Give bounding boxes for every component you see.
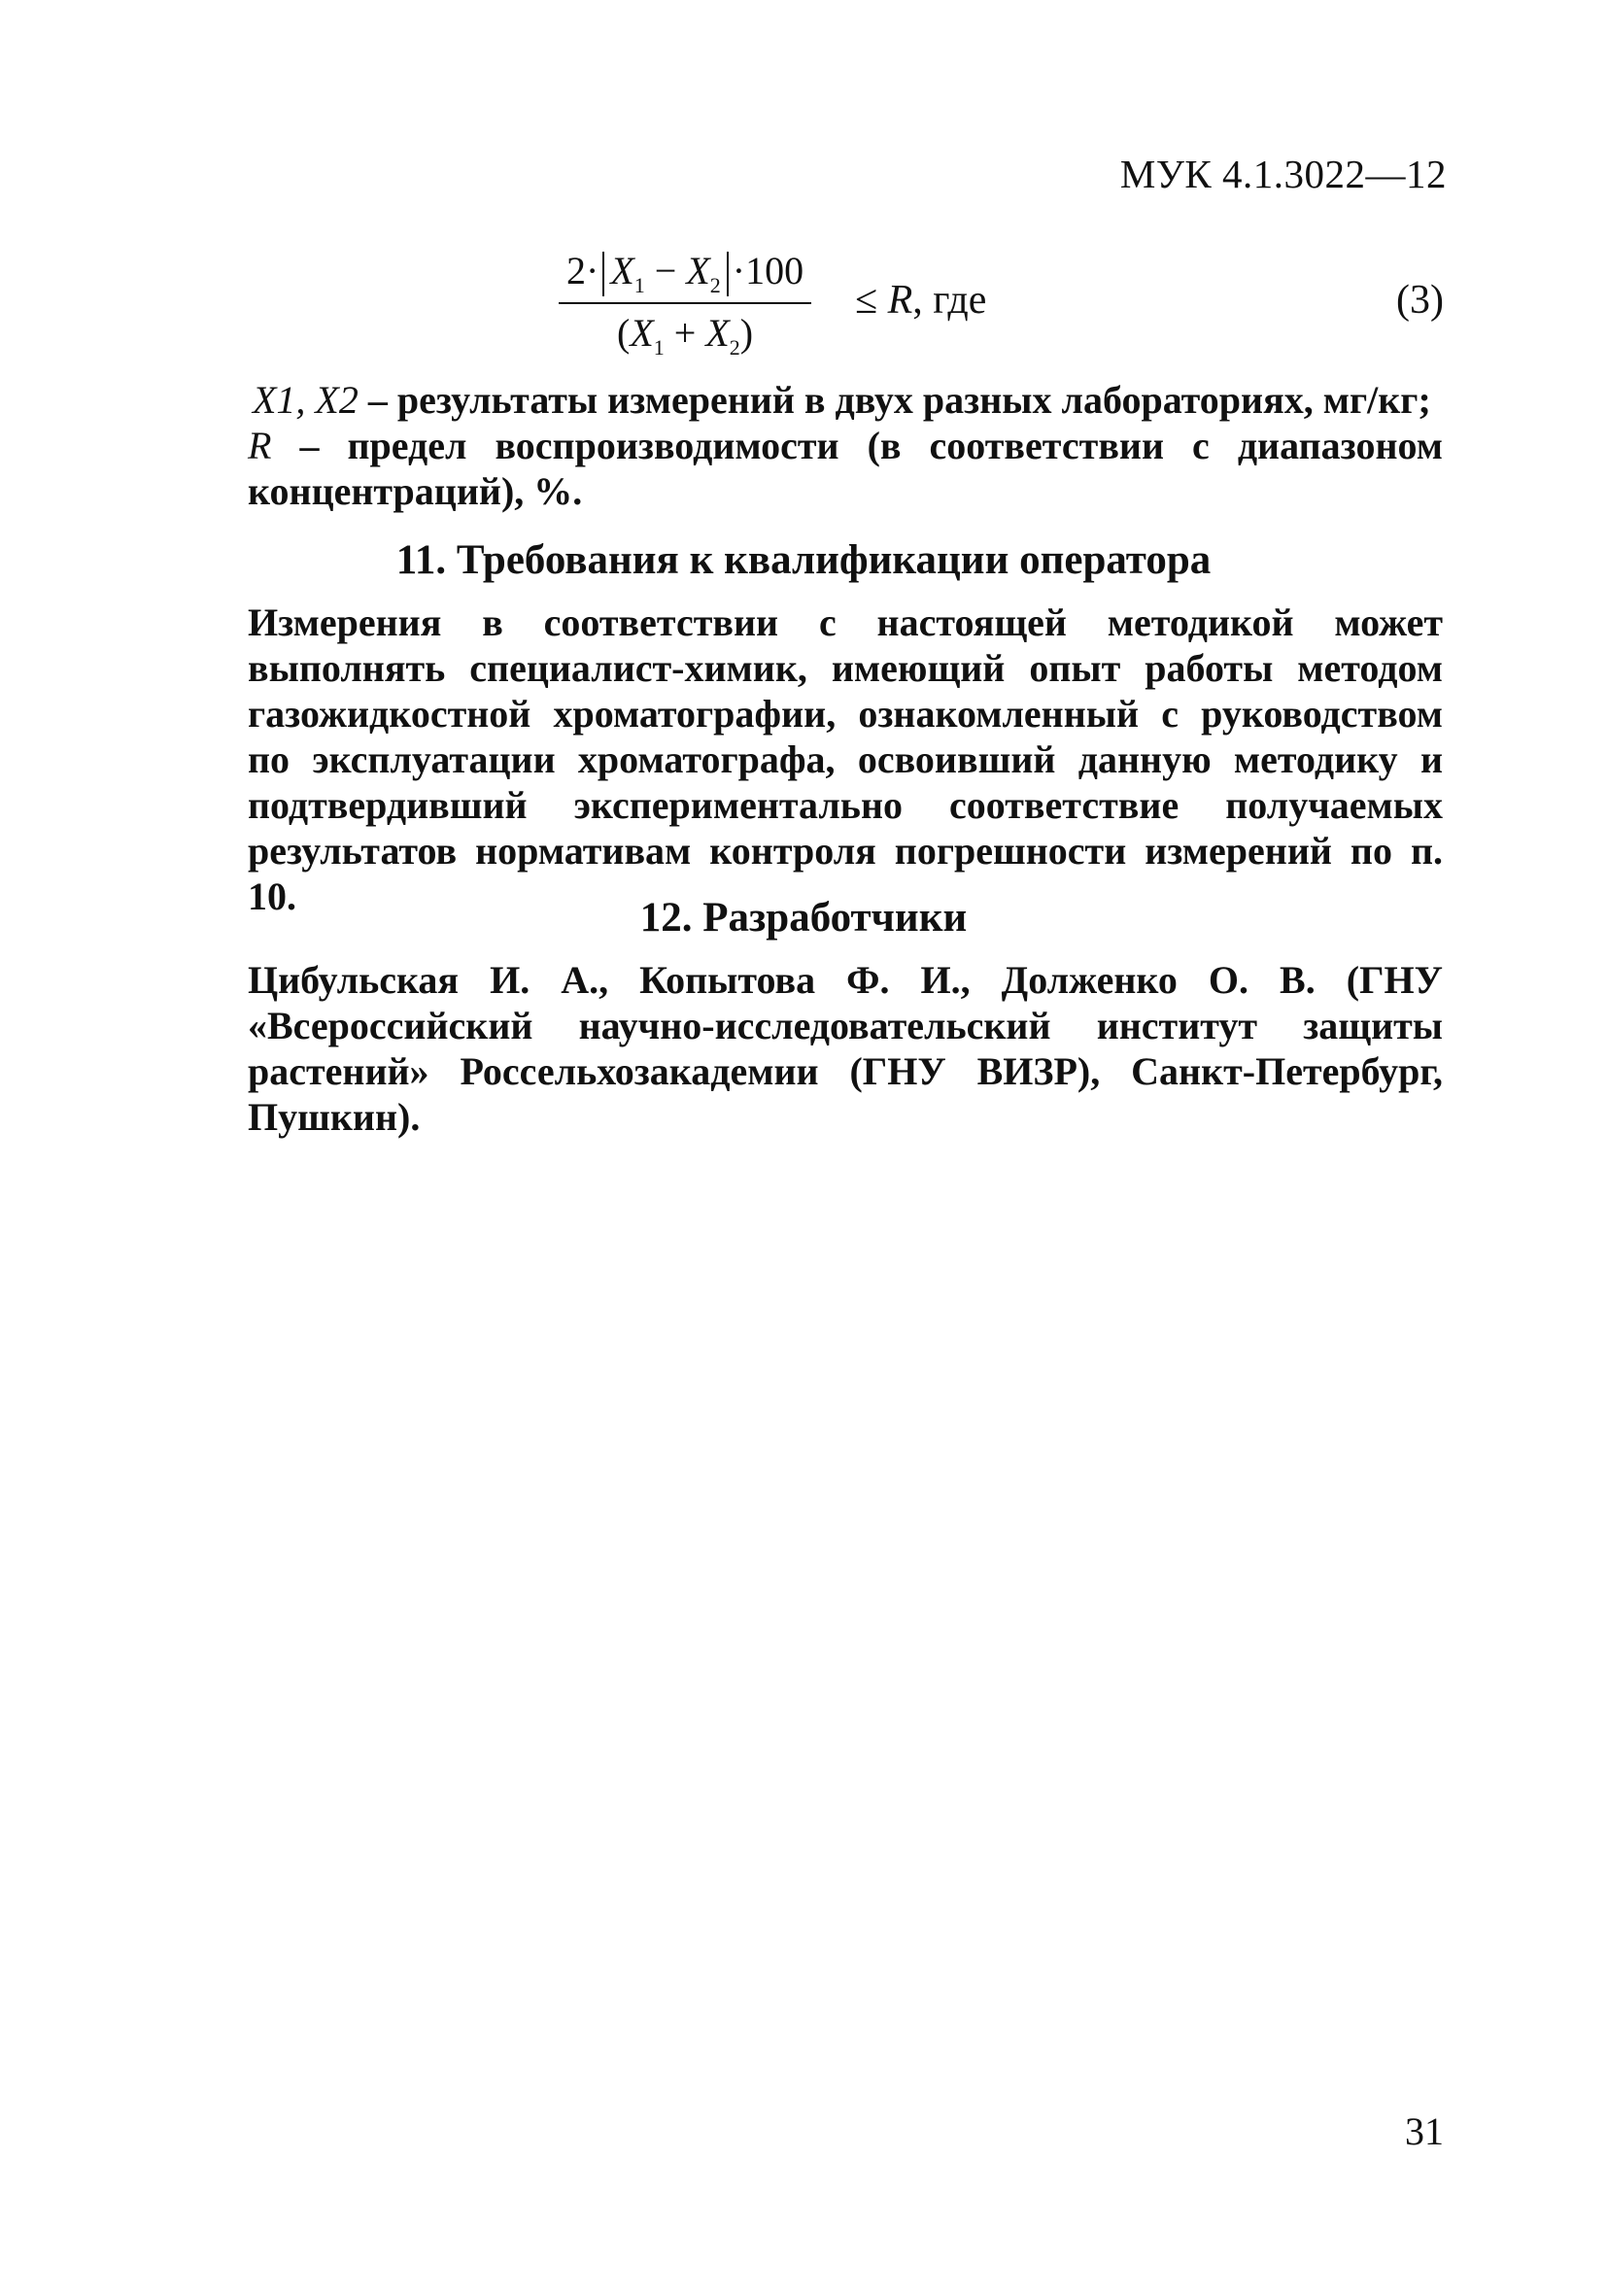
formula-numerator [559, 248, 811, 302]
where-word: , где [912, 278, 987, 323]
page-number: 31 [1405, 2109, 1444, 2153]
den-x1-subscript: 1 [653, 335, 665, 360]
plus-sign: + [664, 311, 706, 355]
formula-relation [855, 277, 986, 324]
definition-r-symbol: R [248, 424, 272, 467]
formula-denominator [609, 304, 761, 360]
den-x2-symbol: X [705, 311, 730, 355]
numerator-prefix: 2· [566, 249, 599, 292]
definition-x-symbols: X1, X2 [253, 378, 359, 422]
definition-r [248, 423, 1443, 514]
equation-number: (3) [1396, 278, 1444, 323]
relation-sign: ≤ [855, 278, 888, 323]
x2-subscript: 2 [709, 273, 721, 297]
definition-x-text: – результаты измерений в двух разных лабораториях, мг/кг; [358, 378, 1431, 422]
x1-symbol: X [610, 249, 634, 292]
den-close-paren: ) [739, 311, 754, 355]
definition-x [248, 377, 1443, 423]
minus-sign: − [644, 249, 687, 292]
document-code-header: МУК 4.1.3022—12 [1119, 152, 1447, 196]
den-x2-subscript: 2 [729, 335, 740, 360]
section-12-heading: 12. Разработчики [639, 895, 968, 941]
section-11-text [248, 600, 1443, 919]
r-symbol: R [887, 278, 913, 323]
formula-fraction [559, 248, 811, 360]
x2-symbol: X [686, 249, 710, 292]
x1-subscript: 1 [633, 273, 645, 297]
section-12-paragraph: Цибульская И. А., Копытова Ф. И., Долженко О. В. (ГНУ «Всероссийский научно-исследовательский институт защиты растений» Россельхозакадемии (ГНУ ВИЗР), Санкт-Петербург, Пушкин). [248, 958, 1443, 1139]
numerator-suffix: ·100 [732, 249, 804, 292]
section-12-text [248, 957, 1443, 1140]
den-open-paren: ( [617, 311, 631, 355]
absolute-difference [602, 249, 728, 297]
definition-r-text: – предел воспроизводимости (в соответствии с диапазоном концентраций), %. [248, 424, 1443, 513]
section-11-heading: 11. Требования к квалификации оператора [395, 537, 1212, 583]
reproducibility-formula [0, 248, 1607, 369]
den-x1-symbol: X [630, 311, 654, 355]
formula-definitions [248, 377, 1443, 514]
section-11-paragraph: Измерения в соответствии с настоящей методикой может выполнять специалист-химик, имеющий опыт работы методом газожидкостной хроматографии, ознакомленный с руководством по эксплуатации хроматографа, освоивший данную методику и подтвердивший экспериментально соответствие получаемых результатов нормативам контроля погрешности измерений по п. 10. [248, 600, 1443, 918]
